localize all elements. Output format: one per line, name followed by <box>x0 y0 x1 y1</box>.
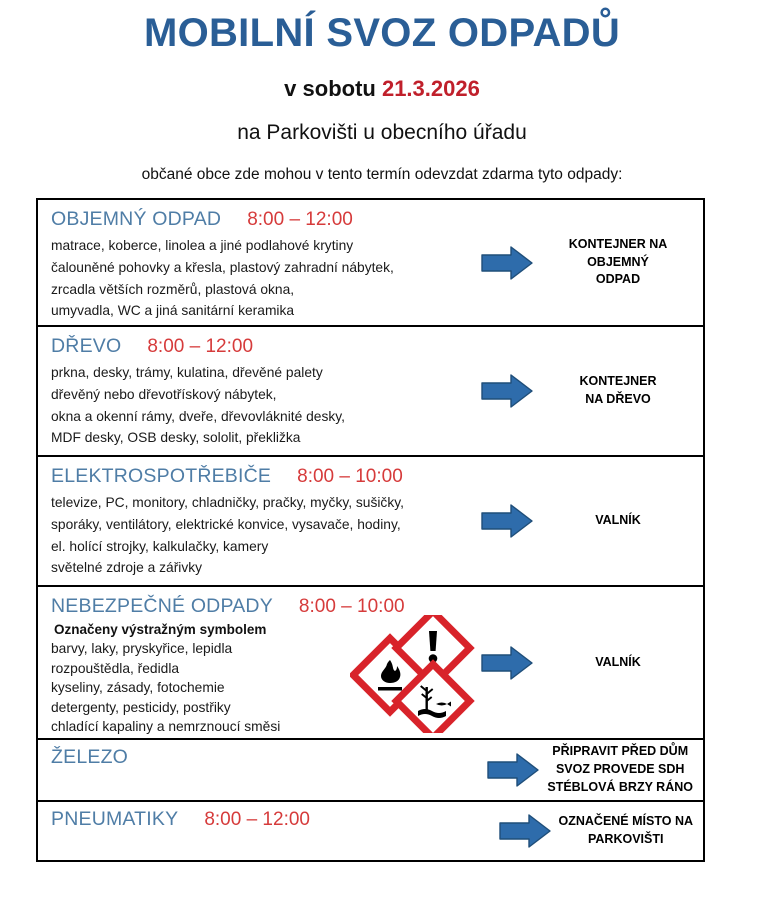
right-arrow-icon <box>481 646 533 680</box>
location-line: na Parkovišti u obecního úřadu <box>237 121 527 144</box>
list-item: televize, PC, monitory, chladničky, pračky, myčky, sušičky, <box>51 495 404 510</box>
list-item: kyseliny, zásady, fotochemie <box>51 680 225 696</box>
destination-text <box>539 654 703 672</box>
table-row <box>38 200 703 327</box>
category-time: 8:00 – 10:00 <box>298 596 405 617</box>
table-row <box>38 457 703 587</box>
right-arrow-icon <box>481 504 533 538</box>
list-item: prkna, desky, trámy, kulatina, dřevěné palety <box>51 365 323 380</box>
category-name: OBJEMNÝ ODPAD <box>51 208 222 230</box>
category-header <box>51 335 473 358</box>
page-title: MOBILNÍ SVOZ ODPADŮ <box>143 11 621 55</box>
destination-line: NA DŘEVO <box>585 392 651 406</box>
category-cell <box>38 802 473 860</box>
list-item: matrace, koberce, linolea a jiné podlahové krytiny <box>51 238 354 253</box>
destination-line: PARKOVIŠTI <box>588 832 664 846</box>
category-name: NEBEZPEČNÉ ODPADY <box>51 595 273 617</box>
category-cell <box>38 457 473 585</box>
event-date: 21.3.2026 <box>381 76 480 101</box>
destination-cell <box>473 457 703 585</box>
right-arrow-icon <box>499 814 551 848</box>
category-cell <box>38 200 473 325</box>
category-header <box>51 465 473 488</box>
list-item: detergenty, pesticidy, postřiky <box>51 699 231 715</box>
category-time: 8:00 – 12:00 <box>147 336 254 357</box>
table-row <box>38 740 703 802</box>
right-arrow-icon <box>481 246 533 280</box>
category-name: ŽELEZO <box>51 746 129 768</box>
category-header <box>51 746 473 769</box>
destination-line: VALNÍK <box>595 513 641 528</box>
destination-cell <box>473 200 703 325</box>
list-item: umyvadla, WC a jiná sanitární keramika <box>51 303 295 319</box>
category-cell <box>38 740 473 800</box>
destination-cell <box>473 802 703 860</box>
destination-cell <box>473 327 703 455</box>
category-name: ELEKTROSPOTŘEBIČE <box>51 465 272 487</box>
destination-line: SVOZ PROVEDE SDH <box>555 762 685 777</box>
list-item: MDF desky, OSB desky, sololit, překližka <box>51 430 301 446</box>
destination-text <box>539 373 703 409</box>
destination-line: KONTEJNER <box>579 374 657 389</box>
table-row <box>38 327 703 457</box>
destination-line: STÉBLOVÁ BRZY RÁNO <box>547 779 693 794</box>
category-name: PNEUMATIKY <box>51 808 179 830</box>
destination-text <box>547 743 699 796</box>
category-note: Označeny výstražným symbolem <box>54 622 267 637</box>
list-item: dřevěný nebo dřevotřískový nábytek, <box>51 386 277 402</box>
waste-categories-table <box>36 198 705 862</box>
destination-line: OZNAČENÉ MÍSTO NA <box>558 814 693 829</box>
destination-text <box>539 512 703 530</box>
destination-cell <box>473 740 703 800</box>
list-item: el. holící strojky, kalkulačky, kamery <box>51 538 269 554</box>
category-time: 8:00 – 12:00 <box>247 209 353 230</box>
right-arrow-icon <box>487 753 539 787</box>
date-prefix: v sobotu <box>284 76 382 101</box>
destination-line: KONTEJNER NA OBJEMNÝ <box>568 236 668 269</box>
destination-cell <box>473 587 703 738</box>
destination-line: ODPAD <box>595 272 641 287</box>
category-cell <box>38 587 473 738</box>
category-header <box>51 808 473 831</box>
category-items <box>51 362 473 449</box>
poster-header <box>0 0 764 184</box>
list-item: čalouněné pohovky a křesla, plastový zahradní nábytek, <box>51 259 394 275</box>
category-cell <box>38 327 473 455</box>
destination-line: PŘIPRAVIT PŘED DŮM <box>552 744 689 759</box>
right-arrow-icon <box>481 374 533 408</box>
intro-line: občané obce zde mohou v tento termín odevzdat zdarma tyto odpady: <box>141 166 623 183</box>
category-time: 8:00 – 10:00 <box>297 466 403 487</box>
destination-text <box>559 813 700 849</box>
hazard-pictogram-group <box>350 615 490 733</box>
list-item: zrcadla větších rozměrů, plastová okna, <box>51 281 295 297</box>
destination-text <box>539 236 703 289</box>
date-line <box>0 54 764 102</box>
category-items <box>51 492 473 579</box>
category-name: DŘEVO <box>51 335 122 357</box>
list-item: chladící kapaliny a nemrznoucí směsi <box>51 719 281 735</box>
list-item: rozpouštědla, ředidla <box>51 660 180 676</box>
table-row <box>38 802 703 860</box>
category-header <box>51 208 473 231</box>
destination-line: VALNÍK <box>595 654 641 669</box>
category-items <box>51 235 473 322</box>
table-row <box>38 587 703 740</box>
list-item: světelné zdroje a zářivky <box>51 560 203 576</box>
list-item: okna a okenní rámy, dveře, dřevovláknité desky, <box>51 408 345 424</box>
list-item: barvy, laky, pryskyřice, lepidla <box>51 641 233 656</box>
category-time: 8:00 – 12:00 <box>204 809 310 830</box>
list-item: sporáky, ventilátory, elektrické konvice, vysavače, hodiny, <box>51 516 401 532</box>
